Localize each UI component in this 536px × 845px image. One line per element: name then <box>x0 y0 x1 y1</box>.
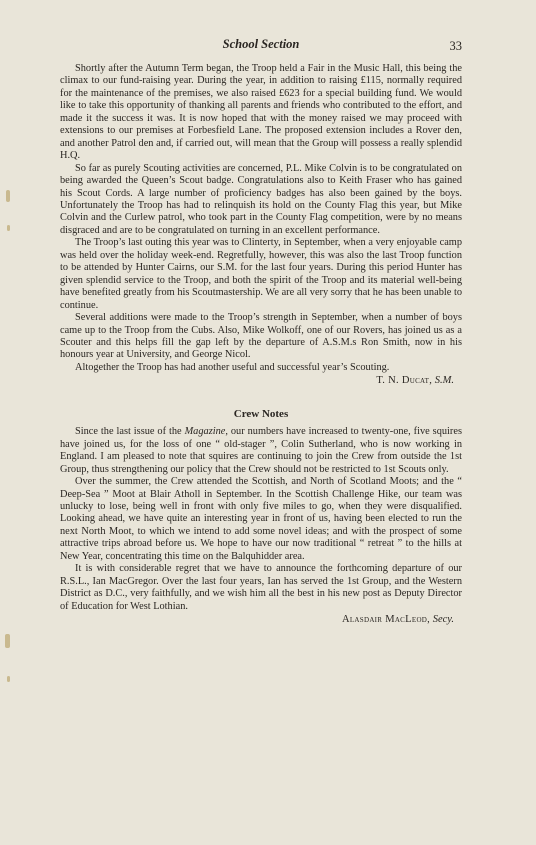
signature-title: Secy. <box>432 614 454 626</box>
signature-name: Alasdair MacLeod, <box>341 614 431 626</box>
paragraph: Several additions were made to the Troop’s strength in September, when a number of boys came up to the Troop from the Cubs. Also, Mike Wolkoff, one of our Rovers, has joined us as a Scouter and this helps fill the gap left by the departure of A.S.M.s Ron Smith, now in his honours year at University, and George Nicol. <box>60 312 462 361</box>
binding-mark <box>7 225 10 231</box>
paragraph: It is with considerable regret that we have to announce the forthcoming departure of our R.S.L., Ian MacGregor. Over the last four years, Ian has served the 1st Group, and the Western District as D.C., very faithfully, and we wish him all the best in his new post as Deputy Director of Education for West Lothian. <box>60 563 462 612</box>
signature <box>60 375 454 387</box>
paragraph: So far as purely Scouting activities are concerned, P.L. Mike Colvin is to be congratulated on being awarded the Queen’s Scout badge. Congratulations also to Keith Fraser who has gained his Scout Cords. A large number of proficiency badges has also been gained by the boys. Unfortunately the Troop has had to relinquish its hold on the County Flag this year, but Mike Colvin and the Curlew patrol, who took part in the County Flag competition, were by no means disgraced and are to be congratulated on turning in an excellent performance. <box>60 162 462 236</box>
running-title: School Section <box>222 37 300 51</box>
signature-title: S.M. <box>434 375 454 387</box>
section-heading: Crew Notes <box>233 407 289 420</box>
page-number: 33 <box>449 39 462 53</box>
paragraph: Altogether the Troop has had another useful and successful year’s Scouting. <box>75 361 390 373</box>
binding-mark <box>6 190 10 202</box>
paragraph: The Troop’s last outing this year was to Clinterty, in September, when a very enjoyable camp was held over the holiday week-end. Regretfully, however, this was also the last Troop function to be attended by Hunter Cairns, our S.M. for the last four years. During this period Hunter has given splendid service to the Troop, and both the spirit of the Troop and its material well-being have benefited greatly from his Scoutmastership. We are all very sorry that he has been unable to continue. <box>60 237 462 311</box>
page-header <box>60 37 462 55</box>
binding-mark <box>5 634 10 648</box>
paragraph: Since the last issue of the Magazine, our numbers have increased to twenty-one, five squires have joined us, for the loss of one “ old-stager ”, Colin Sutherland, who is now working in England. I am pleased to note that squires are continuing to join the Crew from outside the 1st Group, thus strengthening our policy that the Crew should not be restricted to 1st Scouts only. <box>60 426 462 475</box>
signature <box>60 614 454 626</box>
paragraph: Over the summer, the Crew attended the Scottish, and North of Scotland Moots; and the “ Deep-Sea ” Moot at Blair Atholl in September. In the Scottish Challenge Hike, our team was unlucky to lose, being well in front with only five miles to go, when they were disqualified. Looking ahead, we have quite an interesting year in front of us, having been elected to run the next North Moot, to which we intend to add some novel ideas; and with the prospect of some attractive trips abroad before us. We hope to have our now traditional “ retreat ” to the hills at New Year, concentrating this time on the Balquhidder area. <box>60 476 462 562</box>
signature-name: T. N. Ducat, <box>376 375 433 387</box>
binding-mark <box>7 676 10 682</box>
magazine-title: Magazine <box>184 426 226 438</box>
article-body <box>60 63 462 626</box>
paragraph: Shortly after the Autumn Term began, the Troop held a Fair in the Music Hall, this being the climax to our fund-raising year. During the year, in addition to raising £115, normally required for the maintenance of the premises, we also raised £623 for a special building fund. We would like to take this opportunity of thanking all parents and friends who contributed to the effort, and made it the success it was. It is now hoped that with the money raised we may proceed with extensions to our premises at Forbesfield Lane. The proposed extension includes a Rover den, and another Patrol den and, if carried out, will mean that the Group will possess a really splendid H.Q. <box>60 63 462 162</box>
